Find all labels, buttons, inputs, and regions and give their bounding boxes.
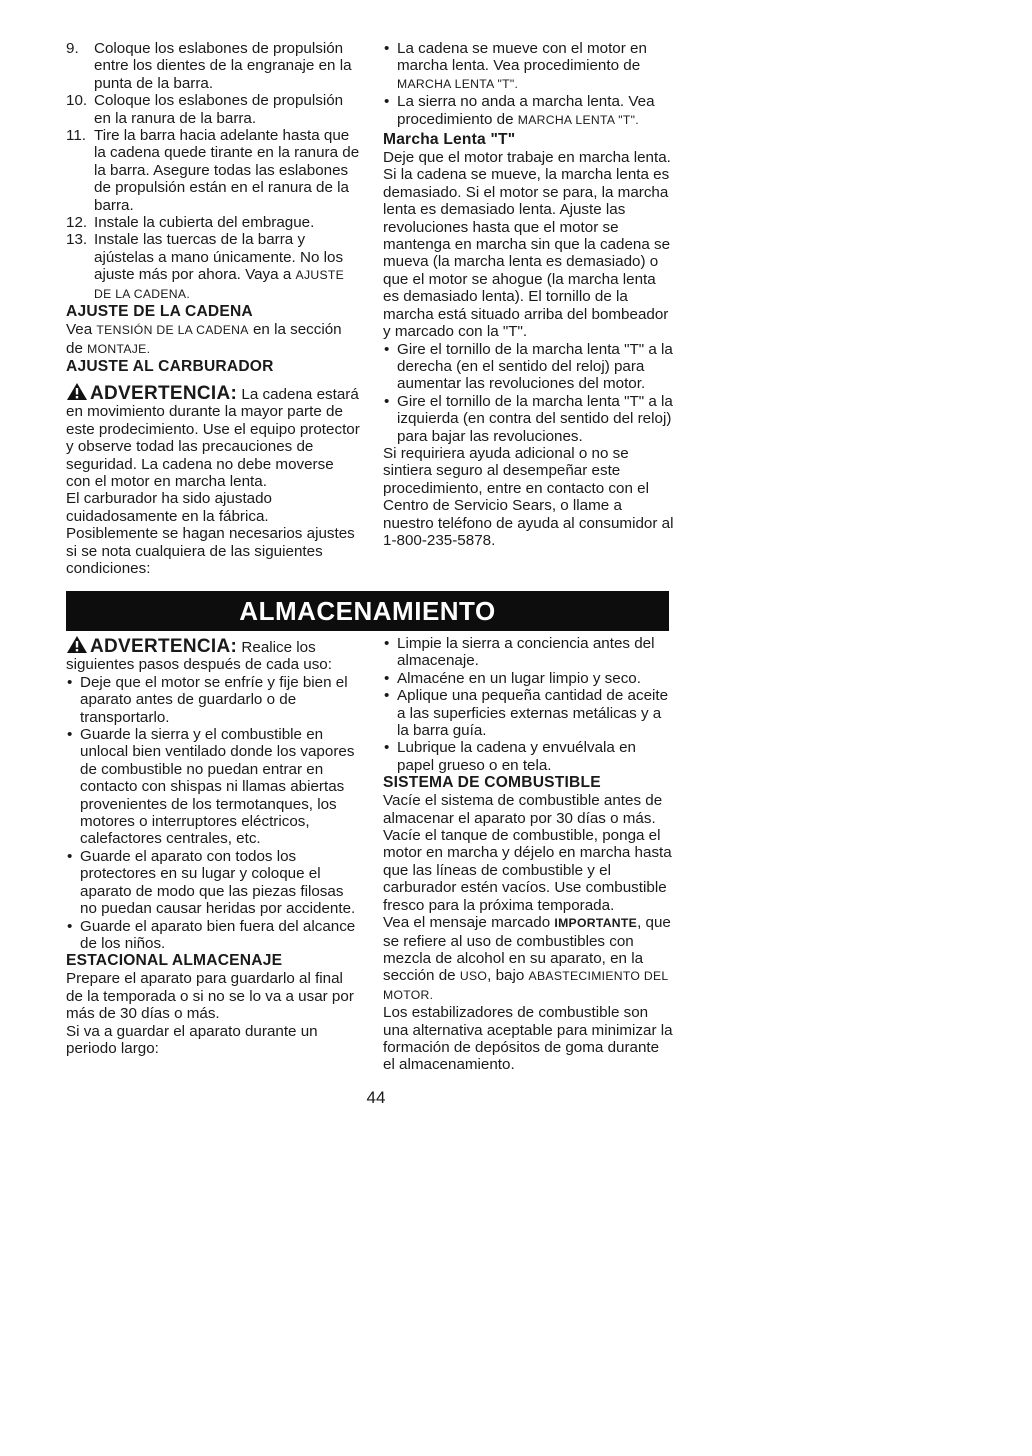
top-right-column <box>383 40 675 549</box>
cross-reference: AJUSTE DE LA CADENA. <box>94 268 345 301</box>
seasonal-text: Prepare el aparato para guardarlo al final de la temporada o si no se lo va a usar por más de 30 días o más. <box>66 970 354 1023</box>
idle-steps <box>383 341 675 445</box>
list-item: • Guarde el aparato con todos los protectores en su lugar y coloque el aparato de modo que las piezas filosas no puedan causar heridas por accidente. <box>66 848 362 918</box>
storage-steps <box>66 674 362 953</box>
list-item: 13. Instale las tuercas de la barra y ajústelas a mano únicamente. No los ajuste más por ahora. Vaya a AJUSTE DE LA CADENA. <box>66 231 345 301</box>
warning-text: La cadena estará en movimiento durante la mayor parte de este prodecimiento. Use el equipo protector y observe todad las precauciones de seguridad. La cadena no debe moverse con el motor en marcha lenta. <box>66 385 360 490</box>
warning-label: ADVERTENCIA: <box>90 636 238 657</box>
cross-reference: MARCHA LENTA "T". <box>397 76 519 91</box>
warning-block <box>66 635 362 674</box>
fuel-system-heading: SISTEMA DE COMBUSTIBLE <box>383 774 601 792</box>
seasonal-heading: ESTACIONAL ALMACENAJE <box>66 952 283 970</box>
warning-block <box>66 382 362 490</box>
page-number: 44 <box>366 1088 386 1107</box>
chain-adjust-heading: AJUSTE DE LA CADENA <box>66 303 253 321</box>
long-storage-steps <box>383 635 675 774</box>
cross-reference: MARCHA LENTA "T". <box>517 112 639 127</box>
list-item: 10. Coloque los eslabones de propulsión en la ranura de la barra. <box>66 92 344 127</box>
cross-reference: TENSIÓN DE LA CADENA <box>96 323 249 338</box>
help-text: Si requiriera ayuda adicional o no se sintiera seguro al desempeñar este procedimiento, entre en contacto con el Centro de Servicio Sears, o llame a nuestro teléfono de ayuda al consumidor al 1-800-235-5878. <box>383 444 674 549</box>
important-label: IMPORTANTE <box>554 916 638 931</box>
carburetor-text: El carburador ha sido ajustado cuidadosamente en la fábrica. Posiblemente se hagan necesarios ajustes si se nota cualquiera de las siguientes condiciones: <box>66 490 355 577</box>
list-item: • Gire el tornillo de la marcha lenta "T" a la derecha (en el sentido del reloj) para aumentar las revoluciones del motor. <box>383 341 675 393</box>
cross-reference: ABASTECIMIENTO DEL MOTOR. <box>383 969 669 1002</box>
list-item: 11. Tire la barra hacia adelante hasta que la cadena quede tirante en la ranura de la barra. Asegure todas las eslabones de propulsión están en el ranura de la barra. <box>66 127 360 214</box>
cross-reference: USO <box>459 969 488 984</box>
bottom-right-column <box>383 635 675 1074</box>
stabilizer-text: Los estabilizadores de combustible son una alternativa aceptable para minimizar la formación de depósitos de goma durante el almacenamiento. <box>383 1004 673 1074</box>
list-item: • Deje que el motor se enfríe y fije bien el aparato antes de guardarlo o de transportarlo. <box>66 674 362 726</box>
section-banner: ALMACENAMIENTO <box>66 591 669 631</box>
list-item: • La cadena se mueve con el motor en marcha lenta. Vea procedimiento de MARCHA LENTA "T". <box>383 40 675 93</box>
list-item: • Gire el tornillo de la marcha lenta "T" a la izquierda (en contra del sentido del reloj) para bajar las revoluciones. <box>383 393 675 445</box>
warning-text: Realice los siguientes pasos después de cada uso: <box>66 639 332 674</box>
warning-triangle-icon <box>66 382 88 401</box>
list-item: • Guarde la sierra y el combustible en unlocal bien ventilado donde los vapores de combustible no puedan entrar en contacto con shispas ni llamas abiertas provenientes de los termotanques, los motores o interruptores eléctricos, calefactores centrales, etc. <box>66 726 362 848</box>
conditions-list <box>383 40 675 129</box>
carburetor-heading: AJUSTE AL CARBURADOR <box>66 357 274 375</box>
assembly-steps <box>66 40 362 303</box>
list-item: • Aplique una pequeña cantidad de aceite a las superficies externas metálicas y a la barra guía. <box>383 687 675 739</box>
list-item: • La sierra no anda a marcha lenta. Vea procedimiento de MARCHA LENTA "T". <box>383 93 675 129</box>
top-left-column <box>66 40 362 577</box>
chain-adjust-text: Vea TENSIÓN DE LA CADENA en la sección de MONTAJE. <box>66 321 342 357</box>
list-item: • Lubrique la cadena y envuélvala en papel grueso o en tela. <box>383 739 675 774</box>
warning-triangle-icon <box>66 635 88 654</box>
list-item: • Guarde el aparato bien fuera del alcance de los niños. <box>66 918 362 953</box>
important-note: Vea el mensaje marcado IMPORTANTE, que se refiere al uso de combustibles con mezcla de alcohol en su aparato, en la sección de USO, bajo ABASTECIMIENTO DEL MOTOR. <box>383 914 671 1002</box>
list-item: • Almacéne en un lugar limpio y seco. <box>383 670 675 687</box>
idle-heading: Marcha Lenta "T" <box>383 131 516 149</box>
warning-label: ADVERTENCIA: <box>90 382 238 404</box>
seasonal-text-2: Si va a guardar el aparato durante un periodo largo: <box>66 1022 318 1057</box>
cross-reference: MONTAJE. <box>87 341 151 356</box>
bottom-left-column <box>66 635 362 1057</box>
list-item: 9. Coloque los eslabones de propulsión entre los dientes de la engranaje en la punta de la barra. <box>66 40 352 92</box>
list-item: 12. Instale la cubierta del embrague. <box>66 214 315 232</box>
fuel-system-text: Vacíe el sistema de combustible antes de almacenar el aparato por 30 días o más. Vacíe el tanque de combustible, ponga el motor en marcha y déjelo en marcha hasta que las líneas de combustible y el carburador estén vacíos. Use combustible fresco para la próxima temporada. <box>383 792 672 914</box>
list-item: • Limpie la sierra a conciencia antes del almacenaje. <box>383 635 675 670</box>
idle-text: Deje que el motor trabaje en marcha lenta. Si la cadena se mueve, la marcha lenta es demasiado. Si el motor se para, la marcha lenta es demasiado lenta. Ajuste las revoluciones hasta que el motor se mantenga en marcha sin que la cadena se mueva (la marcha lenta es demasiado) o que el motor se ahogue (la marcha lenta es demasiado lenta). El tornillo de la marcha está situado arriba del bombeador y marcado con la "T". <box>383 149 671 341</box>
